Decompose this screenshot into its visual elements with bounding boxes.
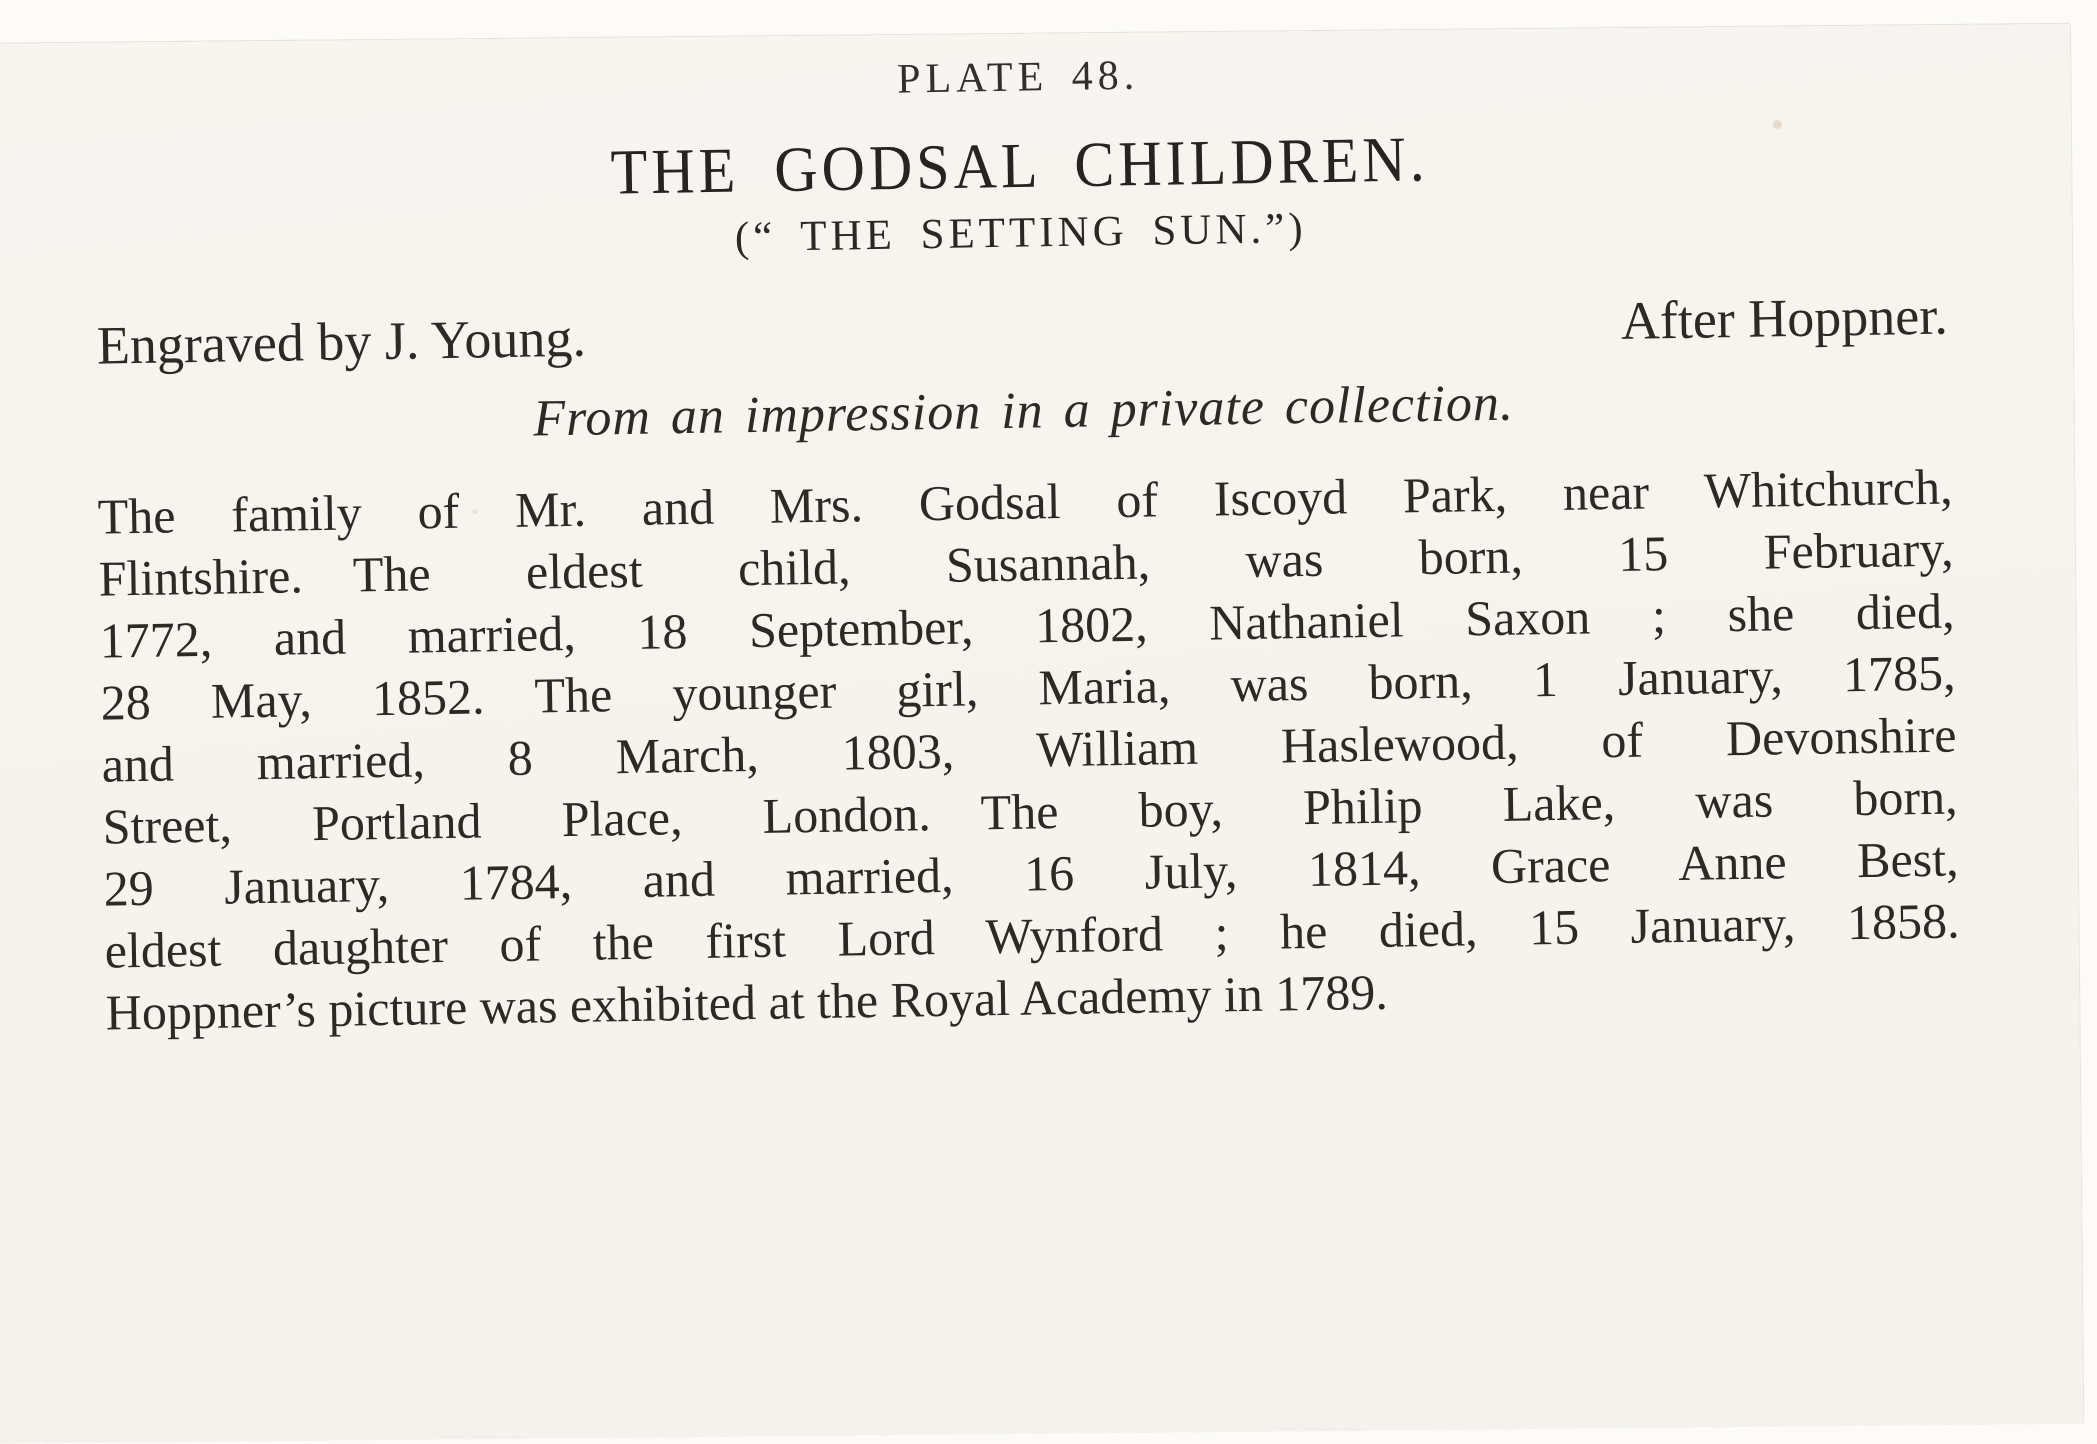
byline-row	[94, 285, 1950, 377]
paragraph-line: 1772, and married, 18 September, 1802, Nathaniel Saxon ; she died,	[99, 582, 1955, 669]
plate-number: PLATE 48.	[896, 52, 1140, 103]
paragraph-line: and married, 8 March, 1803, William Haslewood, of Devonshire	[101, 706, 1957, 793]
paragraph-line: eldest daughter of the first Lord Wynford ; he died, 15 January, 1858.	[104, 892, 1960, 979]
paragraph-line: Street, Portland Place, London. The boy, Philip Lake, was born,	[102, 768, 1958, 855]
paragraph-line: Flintshire. The eldest child, Susannah, was born, 15 February,	[98, 520, 1954, 607]
paragraph-line: 28 May, 1852. The younger girl, Maria, was born, 1 January, 1785,	[100, 644, 1956, 731]
paragraph-line: The family of Mr. and Mrs. Godsal of Iscoyd Park, near Whitchurch,	[97, 458, 1953, 545]
provenance-note: From an impression in a private collection.	[532, 374, 1515, 448]
paragraph-line: 29 January, 1784, and married, 16 July, 1814, Grace Anne Best,	[103, 830, 1959, 917]
engraver-credit: Engraved by J. Young.	[96, 307, 587, 376]
plate-subtitle: (“ THE SETTING SUN.”)	[734, 204, 1307, 262]
plate-title: THE GODSAL CHILDREN.	[610, 123, 1430, 208]
scanned-book-page	[0, 24, 2083, 1444]
description-paragraph	[97, 456, 1961, 1044]
paragraph-line-last: Hoppner’s picture was exhibited at the Royal Academy in 1789.	[105, 963, 1389, 1041]
plate-description-text	[0, 11, 2086, 1046]
after-artist-credit: After Hoppner.	[1620, 285, 1949, 351]
